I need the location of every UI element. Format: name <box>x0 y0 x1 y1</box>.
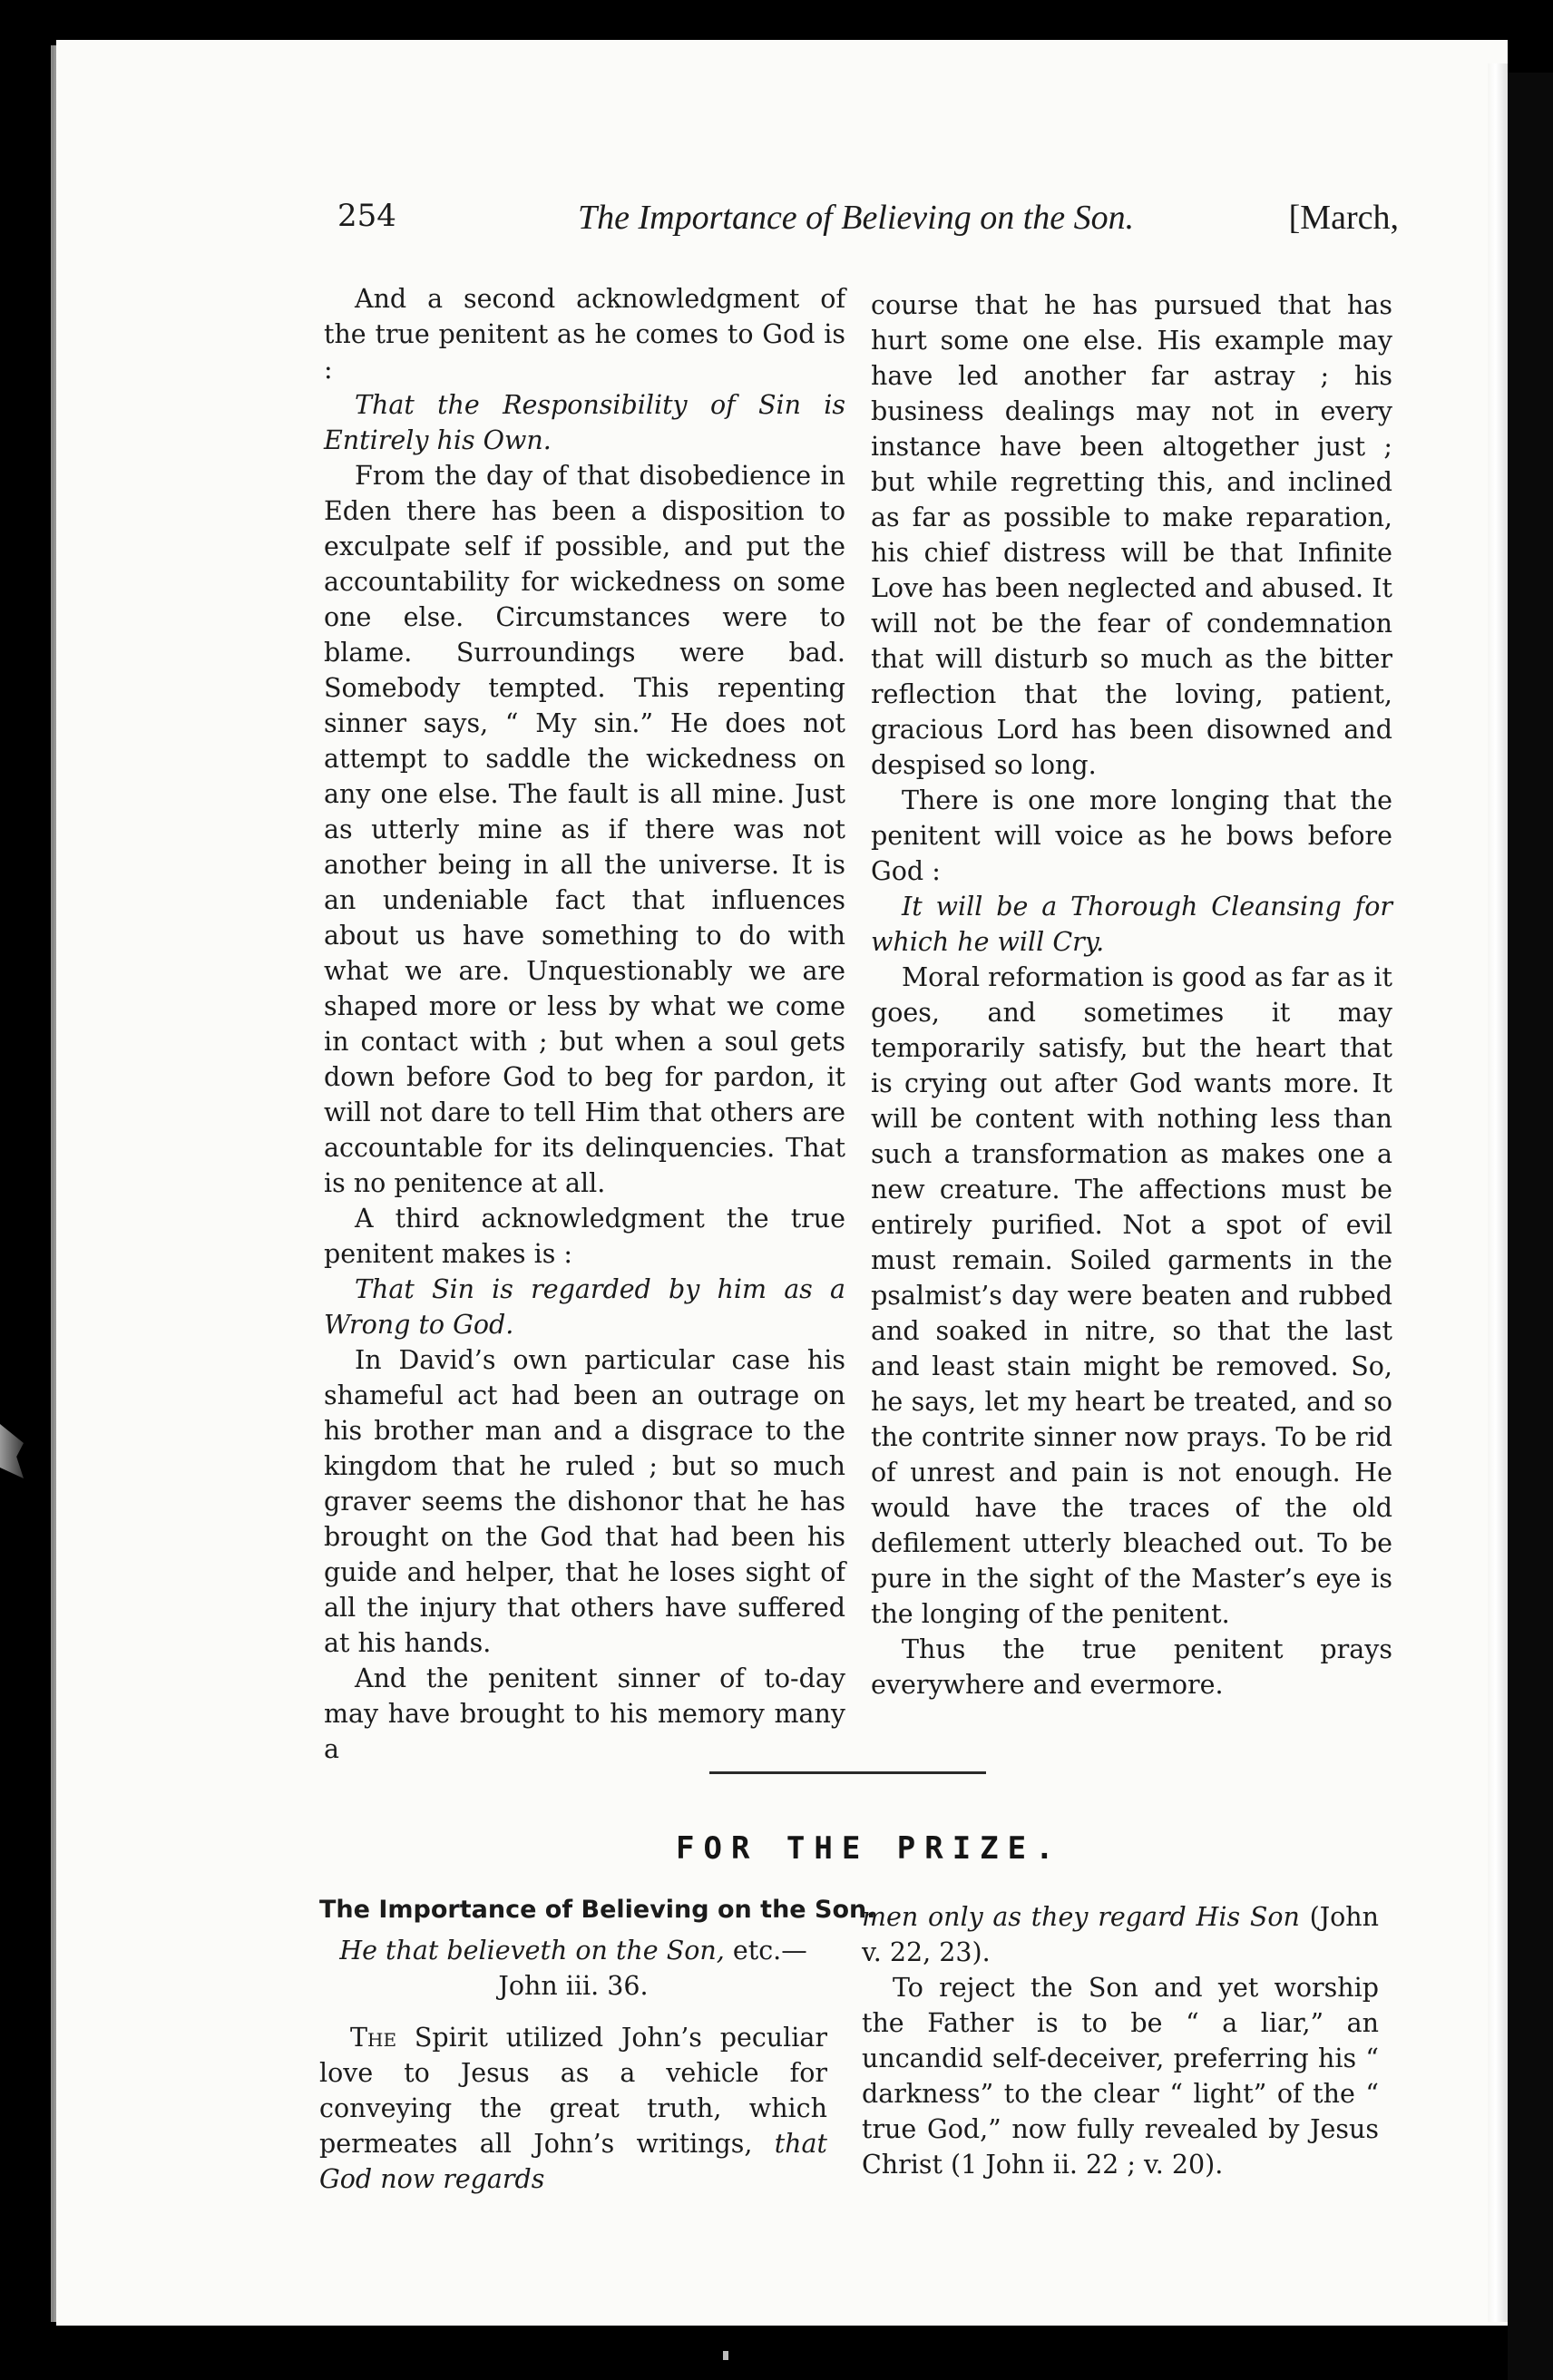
essay-left-column <box>319 1892 876 2197</box>
epigraph-quote: He that believeth on the Son, <box>339 1936 725 1965</box>
paragraph: And a second acknowledgment of the true penitent as he comes to God is : <box>324 284 845 385</box>
epigraph <box>319 1933 827 2004</box>
paragraph: A third acknowledgment the true penitent makes is : <box>324 1204 845 1269</box>
paragraph: Thus the true penitent prays everywhere and evermore. <box>871 1634 1392 1700</box>
italic-heading: That the Responsibility of Sin is Entirely his Own. <box>324 390 845 455</box>
italic-heading: It will be a Thorough Cleansing for which he will Cry. <box>871 892 1392 957</box>
essay-title: The Importance of Believing on the Son. <box>319 1896 876 1924</box>
left-column <box>324 281 845 1767</box>
paragraph-text: Spirit utilized John’s peculiar love to Jesus as a vehicle for conveying the great truth, which permeates all John’s writings, <box>319 2023 827 2159</box>
paragraph: From the day of that disobedience in Eden there has been a disposition to exculpate self if possible, and put the accountability for wickedness on some one else. Circumstances were to blame. Surroundings were bad. Somebody tempted. This repenting sinner says, “ My sin.” He does not attempt to saddle the wickedness on any one else. The fault is all mine. Just as utterly mine as if there was not another being in all the universe. It is an undeniable fact that influences about us have something to do with what we are. Unquestionably we are shaped more or less by what we come in contact with ; but when a soul gets down before God to beg for pardon, it will not dare to tell Him that others are accountable for its delinquencies. That is no penitence at all. <box>324 461 845 1198</box>
paragraph <box>862 1899 1379 1970</box>
paragraph-italic: men only as they regard His Son <box>862 1902 1300 1932</box>
paragraph <box>319 2020 827 2197</box>
italic-heading: That Sin is regarded by him as a Wrong to God. <box>324 1274 845 1340</box>
scan-mark <box>723 2351 728 2360</box>
essay-right-column <box>862 1899 1379 2182</box>
page-right-edge <box>1488 63 1508 2322</box>
page-header <box>337 198 1399 252</box>
paragraph: Moral reformation is good as far as it goes, and sometimes it may temporarily satisfy, but the heart that is crying out after God wants more. It will be content with nothing less than such a transformation as makes one a new creature. The affections must be entirely purified. Not a spot of evil must remain. Soiled garments in the psalmist’s day were beaten and rubbed and soaked in nitre, so that the last and least stain might be removed. So, he says, let my heart be treated, and so the contrite sinner now prays. To be rid of unrest and pain is not enough. He would have the traces of the old defilement utterly bleached out. To be pure in the sight of the Master’s eye is the longing of the penitent. <box>871 962 1392 1629</box>
dropword: The <box>350 2023 397 2053</box>
epigraph-citation: etc.—John iii. 36. <box>498 1936 807 2001</box>
paragraph: There is one more longing that the penitent will voice as he bows before God : <box>871 785 1392 886</box>
background-right <box>1508 73 1553 2380</box>
section-title: FOR THE PRIZE. <box>676 1830 1063 1867</box>
paragraph-italic: that God now regards <box>319 2129 827 2194</box>
page-number: 254 <box>337 198 396 234</box>
clip-mark <box>0 1424 24 1478</box>
paragraph: course that he has pursued that has hurt some one else. His example may have led another far astray ; his business dealings may not in every instance have been altogether just ; but while regretting this, and inclined as far as possible to make reparation, his chief distress will be that Infinite Love has been neglected and abused. It will not be the fear of condemnation that will disturb so much as the bitter reflection that the loving, patient, gracious Lord has been disowned and despised so long. <box>871 290 1392 780</box>
paragraph: And the penitent sinner of to-day may have brought to his memory many a <box>324 1663 845 1764</box>
section-divider <box>709 1771 986 1774</box>
paragraph: To reject the Son and yet worship the Father is to be “ a liar,” an uncandid self-deceiver, preferring his “ darkness” to the clear “ light” of the “ true God,” now fully revealed by Jesus Christ (1 John ii. 22 ; v. 20). <box>862 1973 1379 2180</box>
paragraph: In David’s own particular case his shameful act had been an outrage on his brother man and a disgrace to the kingdom that he ruled ; but so much graver seems the dishonor that he has brought on the God that had been his guide and helper, that he loses sight of all the injury that others have suffered at his hands. <box>324 1345 845 1658</box>
right-column <box>871 288 1392 1702</box>
running-title: The Importance of Believing on the Son. <box>578 199 1135 237</box>
running-month: [March, <box>1288 199 1399 237</box>
paragraph-text: (John v. 22, 23). <box>862 1902 1379 1967</box>
